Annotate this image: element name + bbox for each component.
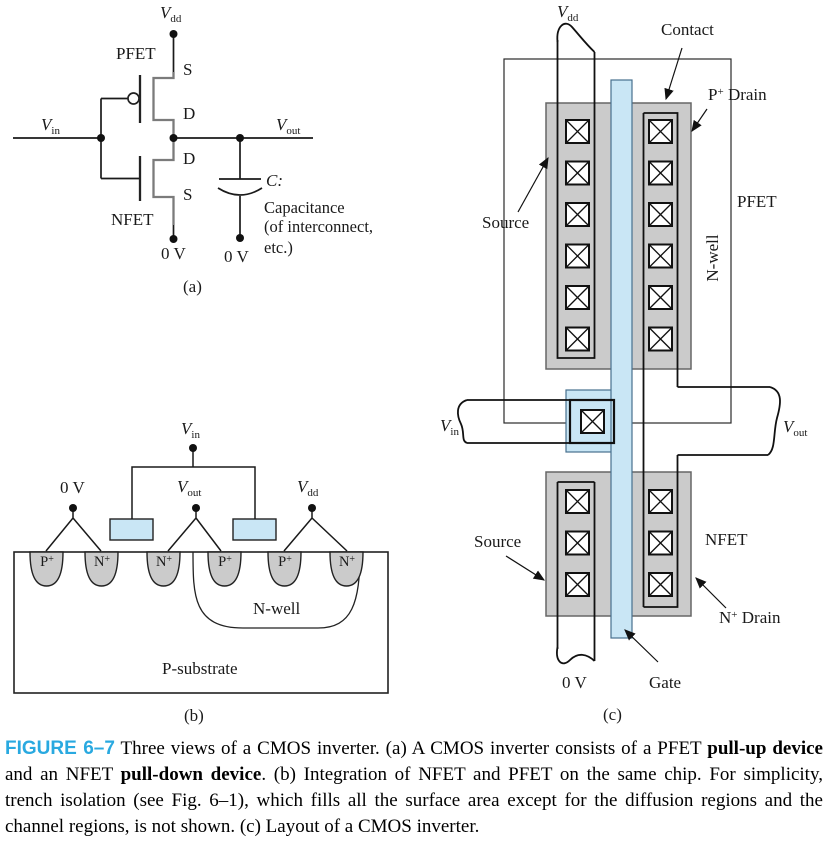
caption-text-3: . (b) Integration of NFET and PFET on the same chip. For simplicity, trench isolation (see Fig. 6–1), which fills all the surface area except for the diffusion regions and the channel regions, is not shown. (c) Layout of a CMOS inverter.	[5, 764, 823, 837]
vout-band	[678, 387, 771, 455]
nfet-label-c: NFET	[705, 530, 748, 549]
region-label-p5: P+	[278, 554, 292, 570]
contact-label: Contact	[661, 20, 714, 39]
pdrain-label: P+ Drain	[708, 85, 767, 104]
source-bottom-arrow	[506, 556, 544, 580]
region-label-p1: P+	[40, 554, 54, 570]
gate-label: Gate	[649, 673, 682, 692]
caption-text-2: and an NFET	[5, 764, 121, 785]
vout-label-a: $V_{out}$	[276, 115, 301, 137]
vin-label-c: $V_{in}$	[440, 416, 459, 438]
gnd-fork	[46, 508, 101, 551]
gnd-label-b: 0 V	[60, 478, 85, 497]
contact-icon	[649, 286, 672, 309]
caption-bold-1: pull-up device	[707, 738, 823, 759]
nfet-label-a: NFET	[111, 210, 154, 229]
contact-icon	[649, 203, 672, 226]
gate-right	[233, 519, 276, 540]
contact-icon	[649, 573, 672, 596]
node-dot	[170, 30, 178, 38]
region-label-p4: P+	[218, 554, 232, 570]
pfet-label-a: PFET	[116, 44, 156, 63]
nwell-label-b: N-well	[253, 599, 301, 618]
terminal-dot	[69, 504, 77, 512]
source-bottom-label: Source	[474, 532, 522, 551]
cap-name-label: C:	[266, 171, 283, 190]
contact-icon	[649, 120, 672, 143]
ndrain-label: N+ Drain	[719, 608, 781, 627]
terminal-dot	[189, 444, 197, 452]
region-label-n6: N+	[338, 554, 356, 570]
vout-fork	[168, 508, 221, 551]
contact-icon	[566, 532, 589, 555]
contact-icon	[566, 328, 589, 351]
contact-arrow	[666, 48, 682, 99]
nfet-source-label: S	[183, 185, 193, 204]
gate-left	[110, 519, 153, 540]
vin-break-squiggle	[458, 400, 467, 443]
source-top-arrow	[518, 158, 548, 212]
ndrain-arrow	[696, 578, 726, 608]
nwell-label-c: N-well	[703, 234, 723, 282]
contact-icon	[581, 410, 604, 433]
nfet-channel	[154, 138, 174, 225]
vdd-label-b: $V_{dd}$	[297, 477, 319, 499]
node-dot	[170, 134, 178, 142]
gnd-break-squiggle	[557, 647, 595, 663]
contact-icon	[566, 245, 589, 268]
contact-icon	[566, 203, 589, 226]
source-top-label: Source	[482, 213, 530, 232]
vin-label-b: $V_{in}$	[181, 419, 200, 441]
contact-icon	[649, 490, 672, 513]
contact-icon	[566, 573, 589, 596]
contact-icon	[566, 162, 589, 185]
caption-bold-2: pull-down device	[120, 764, 262, 785]
psubstrate-label: P-substrate	[162, 659, 238, 678]
region-label-n2: N+	[93, 554, 111, 570]
cap-desc-line2: (of interconnect,	[264, 217, 374, 236]
figure-caption	[0, 736, 828, 840]
panel-a-tag: (a)	[183, 277, 202, 296]
vdd-break-squiggle	[557, 24, 594, 52]
region-label-n3: N+	[155, 554, 173, 570]
vout-break-squiggle	[768, 387, 780, 455]
pfet-channel	[154, 72, 174, 138]
node-dot	[236, 134, 244, 142]
gate-arrow	[625, 630, 658, 662]
contact-icon	[566, 490, 589, 513]
panel-a-schematic	[0, 0, 420, 310]
pfet-drain-label: D	[183, 104, 196, 123]
node-dot	[170, 235, 178, 243]
terminal-dot	[308, 504, 316, 512]
cap-desc-line3: etc.)	[264, 238, 293, 257]
vout-label-b: $V_{out}$	[177, 477, 202, 499]
nfet-drain-label: D	[183, 149, 196, 168]
contact-icon	[649, 328, 672, 351]
contact-icon	[649, 245, 672, 268]
vdd-label-c: $V_{dd}$	[557, 2, 579, 24]
gnd-label-c: 0 V	[562, 673, 587, 692]
pfet-source-label: S	[183, 60, 193, 79]
node-dot	[97, 134, 105, 142]
gnd-label-a1: 0 V	[161, 244, 186, 263]
vout-label-c: $V_{out}$	[783, 417, 808, 439]
vdd-label-a: $V_{dd}$	[160, 3, 182, 25]
pdrain-arrow	[692, 109, 707, 131]
vdd-fork	[284, 508, 347, 551]
vin-label-a: $V_{in}$	[41, 115, 60, 137]
cap-desc-line1: Capacitance	[264, 198, 345, 217]
panel-b-cross-section	[0, 420, 420, 730]
node-dot	[236, 234, 244, 242]
contact-icon	[649, 532, 672, 555]
contact-icon	[566, 120, 589, 143]
terminal-dot	[192, 504, 200, 512]
panel-b-tag: (b)	[184, 706, 204, 725]
pfet-label-c: PFET	[737, 192, 777, 211]
contact-icon	[566, 286, 589, 309]
caption-text-1: Three views of a CMOS inverter. (a) A CMOS inverter consists of a PFET	[114, 738, 708, 759]
figure-number: FIGURE 6–7	[5, 738, 115, 759]
vin-band	[467, 400, 570, 443]
gate-poly-strip	[611, 80, 632, 638]
pfet-bubble-icon	[128, 93, 139, 104]
cap-plate-bottom	[218, 188, 262, 195]
panel-c-tag: (c)	[603, 705, 622, 724]
contact-icon	[649, 162, 672, 185]
gnd-label-a2: 0 V	[224, 247, 249, 266]
